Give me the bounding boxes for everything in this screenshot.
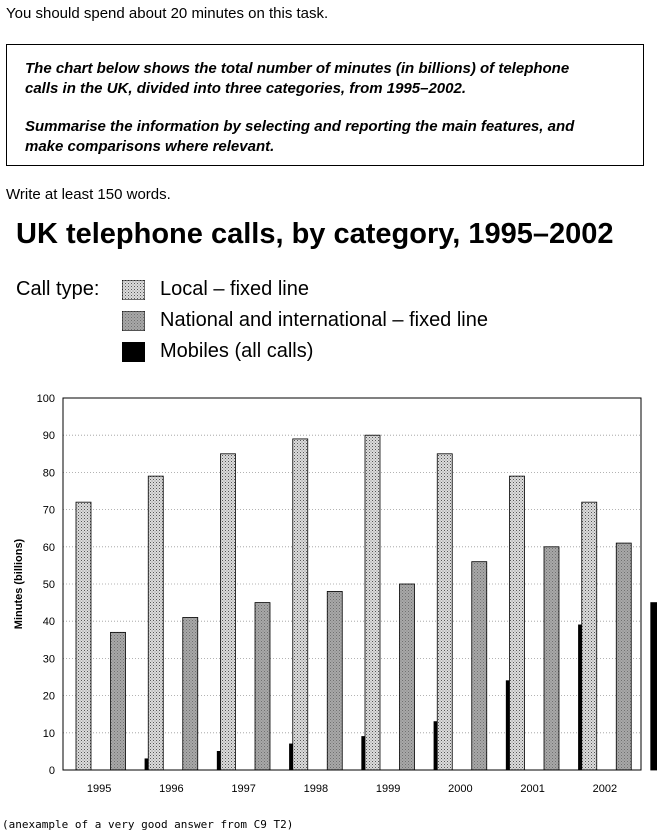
x-axis-ticks <box>87 783 617 795</box>
chart-title: UK telephone calls, by category, 1995–2002 <box>16 218 614 250</box>
x-tick-label: 1997 <box>231 783 256 795</box>
y-tick-label: 30 <box>42 653 55 666</box>
task-prompt-line-4: make comparisons where relevant. <box>25 138 275 155</box>
y-tick-label: 20 <box>42 690 55 703</box>
bar-local-2001 <box>510 476 525 770</box>
bar-national-1997 <box>255 603 270 770</box>
legend-swatch-mobiles <box>122 342 145 362</box>
bar-local-1998 <box>293 439 308 770</box>
chart-bars <box>76 435 657 770</box>
bar-local-1996 <box>148 476 163 770</box>
y-tick-label: 0 <box>48 765 55 777</box>
footer-note: (anexample of a very good answer from C9 T2) <box>2 818 294 831</box>
bar-mobiles-2002 <box>651 603 657 770</box>
y-tick-label: 60 <box>42 541 55 554</box>
x-tick-label: 2000 <box>448 783 473 795</box>
x-tick-label: 1995 <box>86 783 112 795</box>
y-tick-label: 90 <box>42 430 55 443</box>
y-axis-label: Minutes (billions) <box>13 538 25 630</box>
legend-heading: Call type: <box>16 278 100 300</box>
y-tick-label: 50 <box>42 579 55 591</box>
task-prompt-line-1: The chart below shows the total number of minutes (in billions) of telephone <box>25 60 570 77</box>
bar-national-1998 <box>327 591 342 770</box>
task-prompt-line-3: Summarise the information by selecting and reporting the main features, and <box>25 118 575 135</box>
x-tick-label: 2001 <box>520 783 545 795</box>
task-prompt-line-2: calls in the UK, divided into three categories, from 1995–2002. <box>25 80 466 97</box>
bar-national-1999 <box>400 584 415 770</box>
task-prompt-box <box>6 44 644 166</box>
legend-label-local: Local – fixed line <box>160 278 309 300</box>
bar-local-1995 <box>76 502 91 770</box>
bar-local-2000 <box>437 454 452 770</box>
bar-national-2001 <box>544 547 559 770</box>
y-tick-label: 10 <box>42 727 55 740</box>
bar-local-1997 <box>221 454 236 770</box>
x-tick-label: 1999 <box>375 783 401 795</box>
bar-local-1999 <box>365 435 380 770</box>
x-tick-label: 2002 <box>592 783 618 795</box>
y-tick-label: 80 <box>42 467 55 480</box>
x-tick-label: 1998 <box>303 783 329 795</box>
bar-national-1996 <box>183 617 198 770</box>
bar-national-1995 <box>111 632 126 770</box>
legend-swatch-national <box>122 311 145 331</box>
legend-swatch-local <box>122 280 145 300</box>
x-tick-label: 1996 <box>159 783 184 795</box>
legend-label-national: National and international – fixed line <box>160 309 488 331</box>
bar-national-2002 <box>616 543 631 770</box>
word-count-instruction: Write at least 150 words. <box>6 186 171 203</box>
y-tick-label: 40 <box>42 616 55 629</box>
bar-national-2000 <box>472 562 487 770</box>
bar-chart <box>0 380 657 820</box>
y-tick-label: 70 <box>42 504 55 517</box>
task-instruction: You should spend about 20 minutes on this task. <box>6 5 329 22</box>
y-axis-ticks <box>37 393 55 777</box>
legend-label-mobiles: Mobiles (all calls) <box>160 340 314 362</box>
bar-local-2002 <box>582 502 597 770</box>
y-tick-label: 100 <box>36 393 55 405</box>
